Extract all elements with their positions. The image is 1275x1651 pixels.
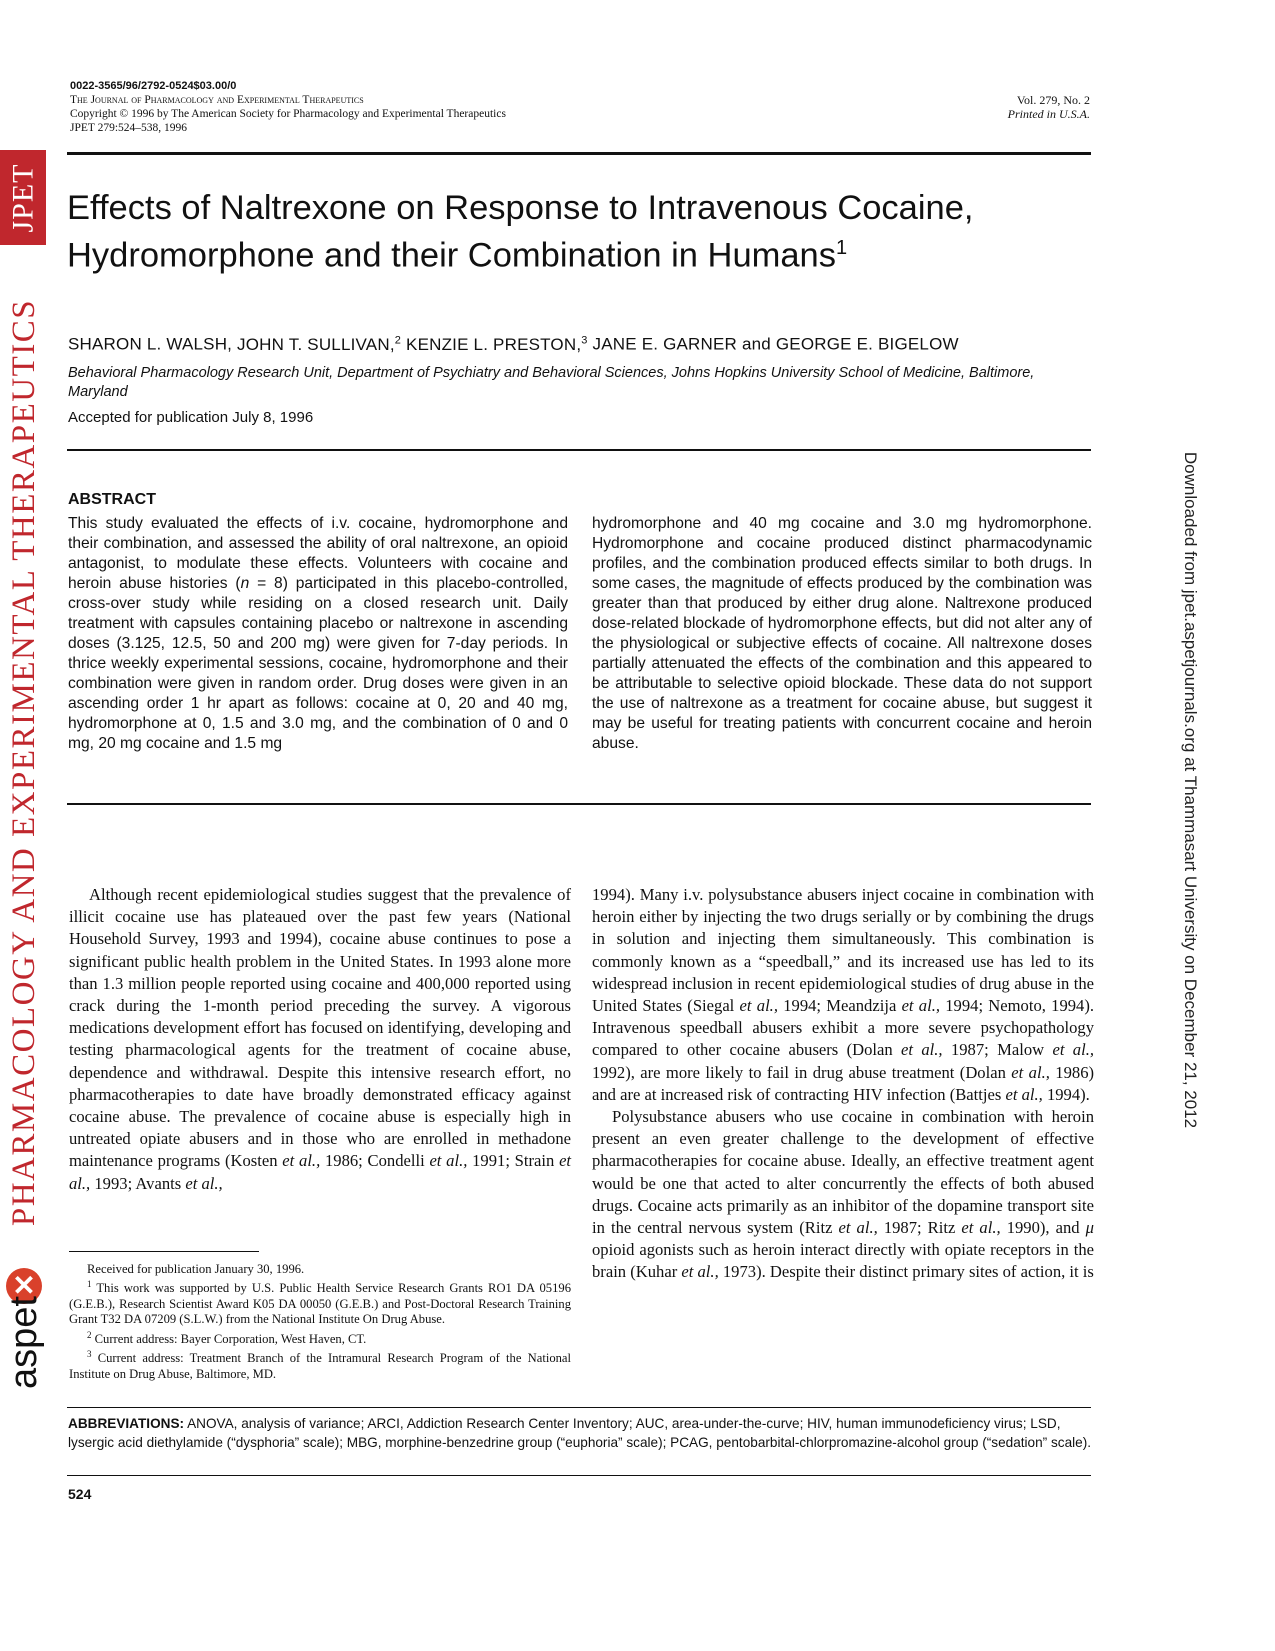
journal-name-vertical-text: PHARMACOLOGY AND EXPERIMENTAL THERAPEUTICS	[6, 298, 43, 1226]
received-date: Received for publication January 30, 1996.	[87, 1262, 305, 1276]
title-rule	[67, 449, 1091, 451]
paragraph: Polysubstance abusers who use cocaine in combination with heroin present an even greater challenge to the development of effective pharmacotherapies for cocaine abuse. Ideally, an effective treatment agent would be one that acted to alter concurrently the effects of both abused drugs. Cocaine acts primarily as an inhibitor of the dopamine transport site in the central nervous system (Ritz et al., 1987; Ritz et al., 1990), and μ opioid agonists such as heroin interact directly with opiate receptors in the brain (Kuhar et al., 1973). Despite their distinct primary sites of action, it is	[592, 1107, 1094, 1282]
footnote-rule	[69, 1251, 259, 1252]
abstract-heading: ABSTRACT	[68, 491, 156, 508]
author: KENZIE L. PRESTON,$^3$	[406, 334, 588, 354]
abstract-column-left: This study evaluated the effects of i.v. cocaine, hydromorphone and their combination, and assessed the ability of oral naltrexone, an opioid antagonist, to modulate these effects. Volunteers with cocaine and heroin abuse histories (n = 8) participated in this placebo-controlled, cross-over study while residing on a closed research unit. Daily treatment with capsules containing placebo or naltrexone in ascending doses (3.125, 12.5, 50 and 200 mg) were given for 7-day periods. In thrice weekly experimental sessions, cocaine, hydromorphone and their combination were given in random order. Drug doses were given in an ascending order 1 hr apart as follows: cocaine at 0, 20 and 40 mg, hydromorphone at 0, 1.5 and 3.0 mg, and the combination of 0 and 0 mg, 20 mg cocaine and 1.5 mg	[68, 515, 568, 752]
printed-in: Printed in U.S.A.	[1007, 107, 1090, 121]
body-column-left	[69, 884, 571, 1195]
author-conjunction: and	[741, 334, 771, 354]
title-line-1: Effects of Naltrexone on Response to Intravenous Cocaine,	[67, 189, 974, 227]
paragraph: 1994). Many i.v. polysubstance abusers inject cocaine in combination with heroin either by injecting the two drugs serially or by combining the drugs in solution and injecting them simultaneously. This combination is commonly known as a “speedball,” and its increased use has led to its widespread inclusion in recent epidemiological studies of drug abuse in the United States (Siegal et al., 1994; Meandzija et al., 1994; Nemoto, 1994). Intravenous speedball abusers exhibit a more severe psychopathology compared to other cocaine abusers (Dolan et al., 1987; Malow et al., 1992), are more likely to fail in drug abuse treatment (Dolan et al., 1986) and are at increased risk of contracting HIV infection (Battjes et al., 1994).	[592, 885, 1095, 1104]
author: GEORGE E. BIGELOW	[775, 334, 959, 354]
header-rule	[67, 152, 1091, 155]
journal-name-vertical	[2, 262, 48, 1262]
journal-name: The Journal of Pharmacology and Experimental Therapeutics	[70, 94, 364, 106]
page-number: 524	[68, 1486, 92, 1502]
paragraph: Although recent epidemiological studies suggest that the prevalence of illicit cocaine use has plateaued over the past few years (National Household Survey, 1993 and 1994), cocaine abuse continues to pose a significant public health problem in the United States. In 1993 alone more than 1.3 million people reported using cocaine and 400,000 reported using crack during the 1-month period preceding the survey. A vigorous medications development effort has focused on identifying, developing and testing pharmacological agents for the treatment of cocaine abuse, dependence and withdrawal. Despite this intensive research effort, no pharmacotherapies to date have broadly demonstrated efficacy against cocaine abuse. The prevalence of cocaine abuse is especially high in untreated opiate abusers and in those who are enrolled in methadone maintenance programs (Kosten et al., 1986; Condelli et al., 1991; Strain et al., 1993; Avants et al.,	[69, 885, 572, 1193]
author: JANE E. GARNER	[592, 334, 738, 354]
footnotes	[69, 1262, 571, 1382]
footnote: $^1$ This work was supported by U.S. Public Health Service Research Grants RO1 DA 05196 (G.E.B.), Research Scientist Award K05 DA 00050 (G.E.B.) and Post-Doctoral Research Training Grant T32 DA 07209 (S.L.W.) from the National Institute On Drug Abuse.	[69, 1279, 571, 1327]
abbreviations: ABBREVIATIONS: ANOVA, analysis of variance; ARCI, Addiction Research Center Inventory; AUC, area-under-the-curve; HIV, human immunodeficiency virus; LSD, lysergic acid diethylamide (“dysphoria” scale); MBG, morphine-benzedrine group (“euphoria” scale); PCAG, pentobarbital-chlorpromazine-alcohol group (“sedation” scale).	[68, 1416, 1092, 1450]
jpet-label: JPET	[6, 162, 40, 233]
author: SHARON L. WALSH,	[68, 334, 233, 354]
download-note-text: Downloaded from jpet.aspetjournals.org at Thammasart University on December 21, 2012	[1181, 451, 1200, 1129]
journal-sidebar	[0, 0, 50, 1651]
abbrev-rule-top	[67, 1407, 1091, 1408]
aspet-logo-icon: ✕	[6, 1268, 42, 1304]
accepted-date: Accepted for publication July 8, 1996	[68, 409, 314, 426]
volume: Vol. 279, No. 2	[1016, 93, 1090, 107]
title-line-2-text: Hydromorphone and their Combination in Humans	[67, 236, 836, 275]
aspet-logo-text: aspet	[2, 1295, 45, 1389]
volume-info	[880, 93, 1090, 121]
n-symbol: n	[240, 575, 250, 592]
author-list	[68, 334, 1108, 355]
citation: JPET 279:524–538, 1996	[70, 122, 188, 134]
article-code: 0022-3565/96/2792-0524$03.00/0	[70, 80, 237, 92]
journal-header	[70, 79, 770, 135]
abstract-column-right: hydromorphone and 40 mg cocaine and 3.0 mg hydromorphone. Hydromorphone and cocaine produced distinct pharmacodynamic profiles, and the combination produced effects similar to both drugs. In some cases, the magnitude of effects produced by the combination was greater than that produced by either drug alone. Naltrexone produced dose-related blockade of hydromorphone effects, but did not alter any of the physiological or subjective effects of cocaine. All naltrexone doses partially attenuated the effects of the combination and this appeared to be attributable to selective opioid blockade. These data do not support the use of naltrexone as a treatment for cocaine abuse, but suggest it may be useful for treating patients with concurrent cocaine and heroin abuse.	[592, 515, 1092, 752]
aspet-logo	[2, 1262, 46, 1422]
footnote: $^3$ Current address: Treatment Branch of the Intramural Research Program of the National Institute on Drug Abuse, Baltimore, MD.	[69, 1349, 571, 1381]
abbreviations-label: ABBREVIATIONS:	[68, 1416, 185, 1431]
footnote: $^2$ Current address: Bayer Corporation, West Haven, CT.	[87, 1329, 367, 1346]
jpet-badge	[0, 150, 46, 245]
author: JOHN T. SULLIVAN,$^2$	[237, 334, 402, 354]
title-footnote-mark: 1	[836, 237, 848, 259]
body-column-right	[592, 884, 1094, 1284]
article-title	[67, 188, 1107, 276]
author-mark: 3	[581, 334, 588, 346]
title-line-2	[67, 228, 1107, 276]
copyright: Copyright © 1996 by The American Society for Pharmacology and Experimental Therapeutics	[70, 108, 506, 120]
abbrev-rule-bottom	[67, 1475, 1091, 1476]
affiliation: Behavioral Pharmacology Research Unit, Department of Psychiatry and Behavioral Sciences, Johns Hopkins University School of Medicine, Baltimore, Maryland	[68, 365, 1035, 400]
author-mark: 2	[394, 334, 402, 346]
download-note	[1170, 451, 1210, 1129]
abstract-rule	[67, 803, 1091, 805]
